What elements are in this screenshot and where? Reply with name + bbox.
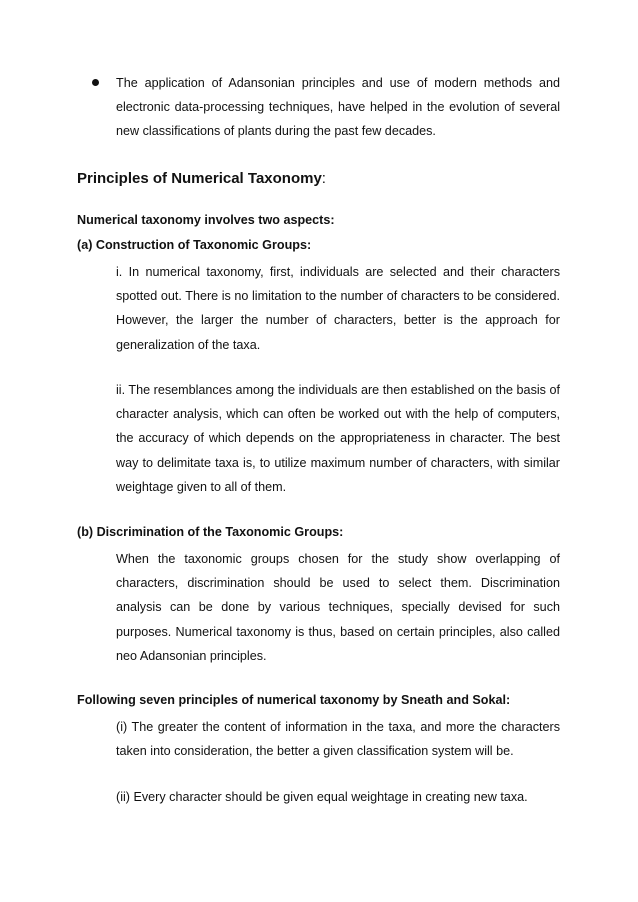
bullet-paragraph: The application of Adansonian principles and use of modern methods and electronic data-processing techniques, have helped in the evolution of several new classifications of plants during the past few decades.	[116, 76, 560, 139]
aspect-b-heading: (b) Discrimination of the Taxonomic Groups:	[77, 525, 344, 539]
aspect-b-paragraph-1: When the taxonomic groups chosen for the study show overlapping of characters, discrimination should be used to select them. Discrimination analysis can be done by various techniques, specially devised for such purposes. Numerical taxonomy is thus, based on certain principles, also called neo Adansonian principles.	[116, 552, 560, 663]
section-heading	[77, 170, 326, 187]
aspect-a-paragraph-1: i. In numerical taxonomy, first, individuals are selected and their characters spotted out. There is no limitation to the number of characters to be considered. However, the larger the number of characters, better is the approach for generalization of the taxa.	[116, 265, 560, 352]
principle-item: (i) The greater the content of information in the taxa, and more the characters taken into consideration, the better a given classification system will be.	[116, 720, 560, 759]
principle-item: (ii) Every character should be given equal weightage in creating new taxa.	[116, 790, 528, 804]
bullet-icon	[92, 79, 99, 86]
principles-heading: Following seven principles of numerical taxonomy by Sneath and Sokal:	[77, 693, 511, 707]
section-heading-text: Principles of Numerical Taxonomy	[77, 170, 322, 187]
section-heading-colon: :	[321, 170, 326, 187]
aspect-a-heading: (a) Construction of Taxonomic Groups:	[77, 238, 312, 252]
intro-heading: Numerical taxonomy involves two aspects:	[77, 213, 335, 227]
aspect-a-paragraph-2: ii. The resemblances among the individuals are then established on the basis of character analysis, which can often be worked out with the help of computers, the accuracy of which depends on the appropriateness in character. The best way to delimitate taxa is, to utilize maximum number of characters, with similar weightage given to all of them.	[116, 383, 560, 494]
